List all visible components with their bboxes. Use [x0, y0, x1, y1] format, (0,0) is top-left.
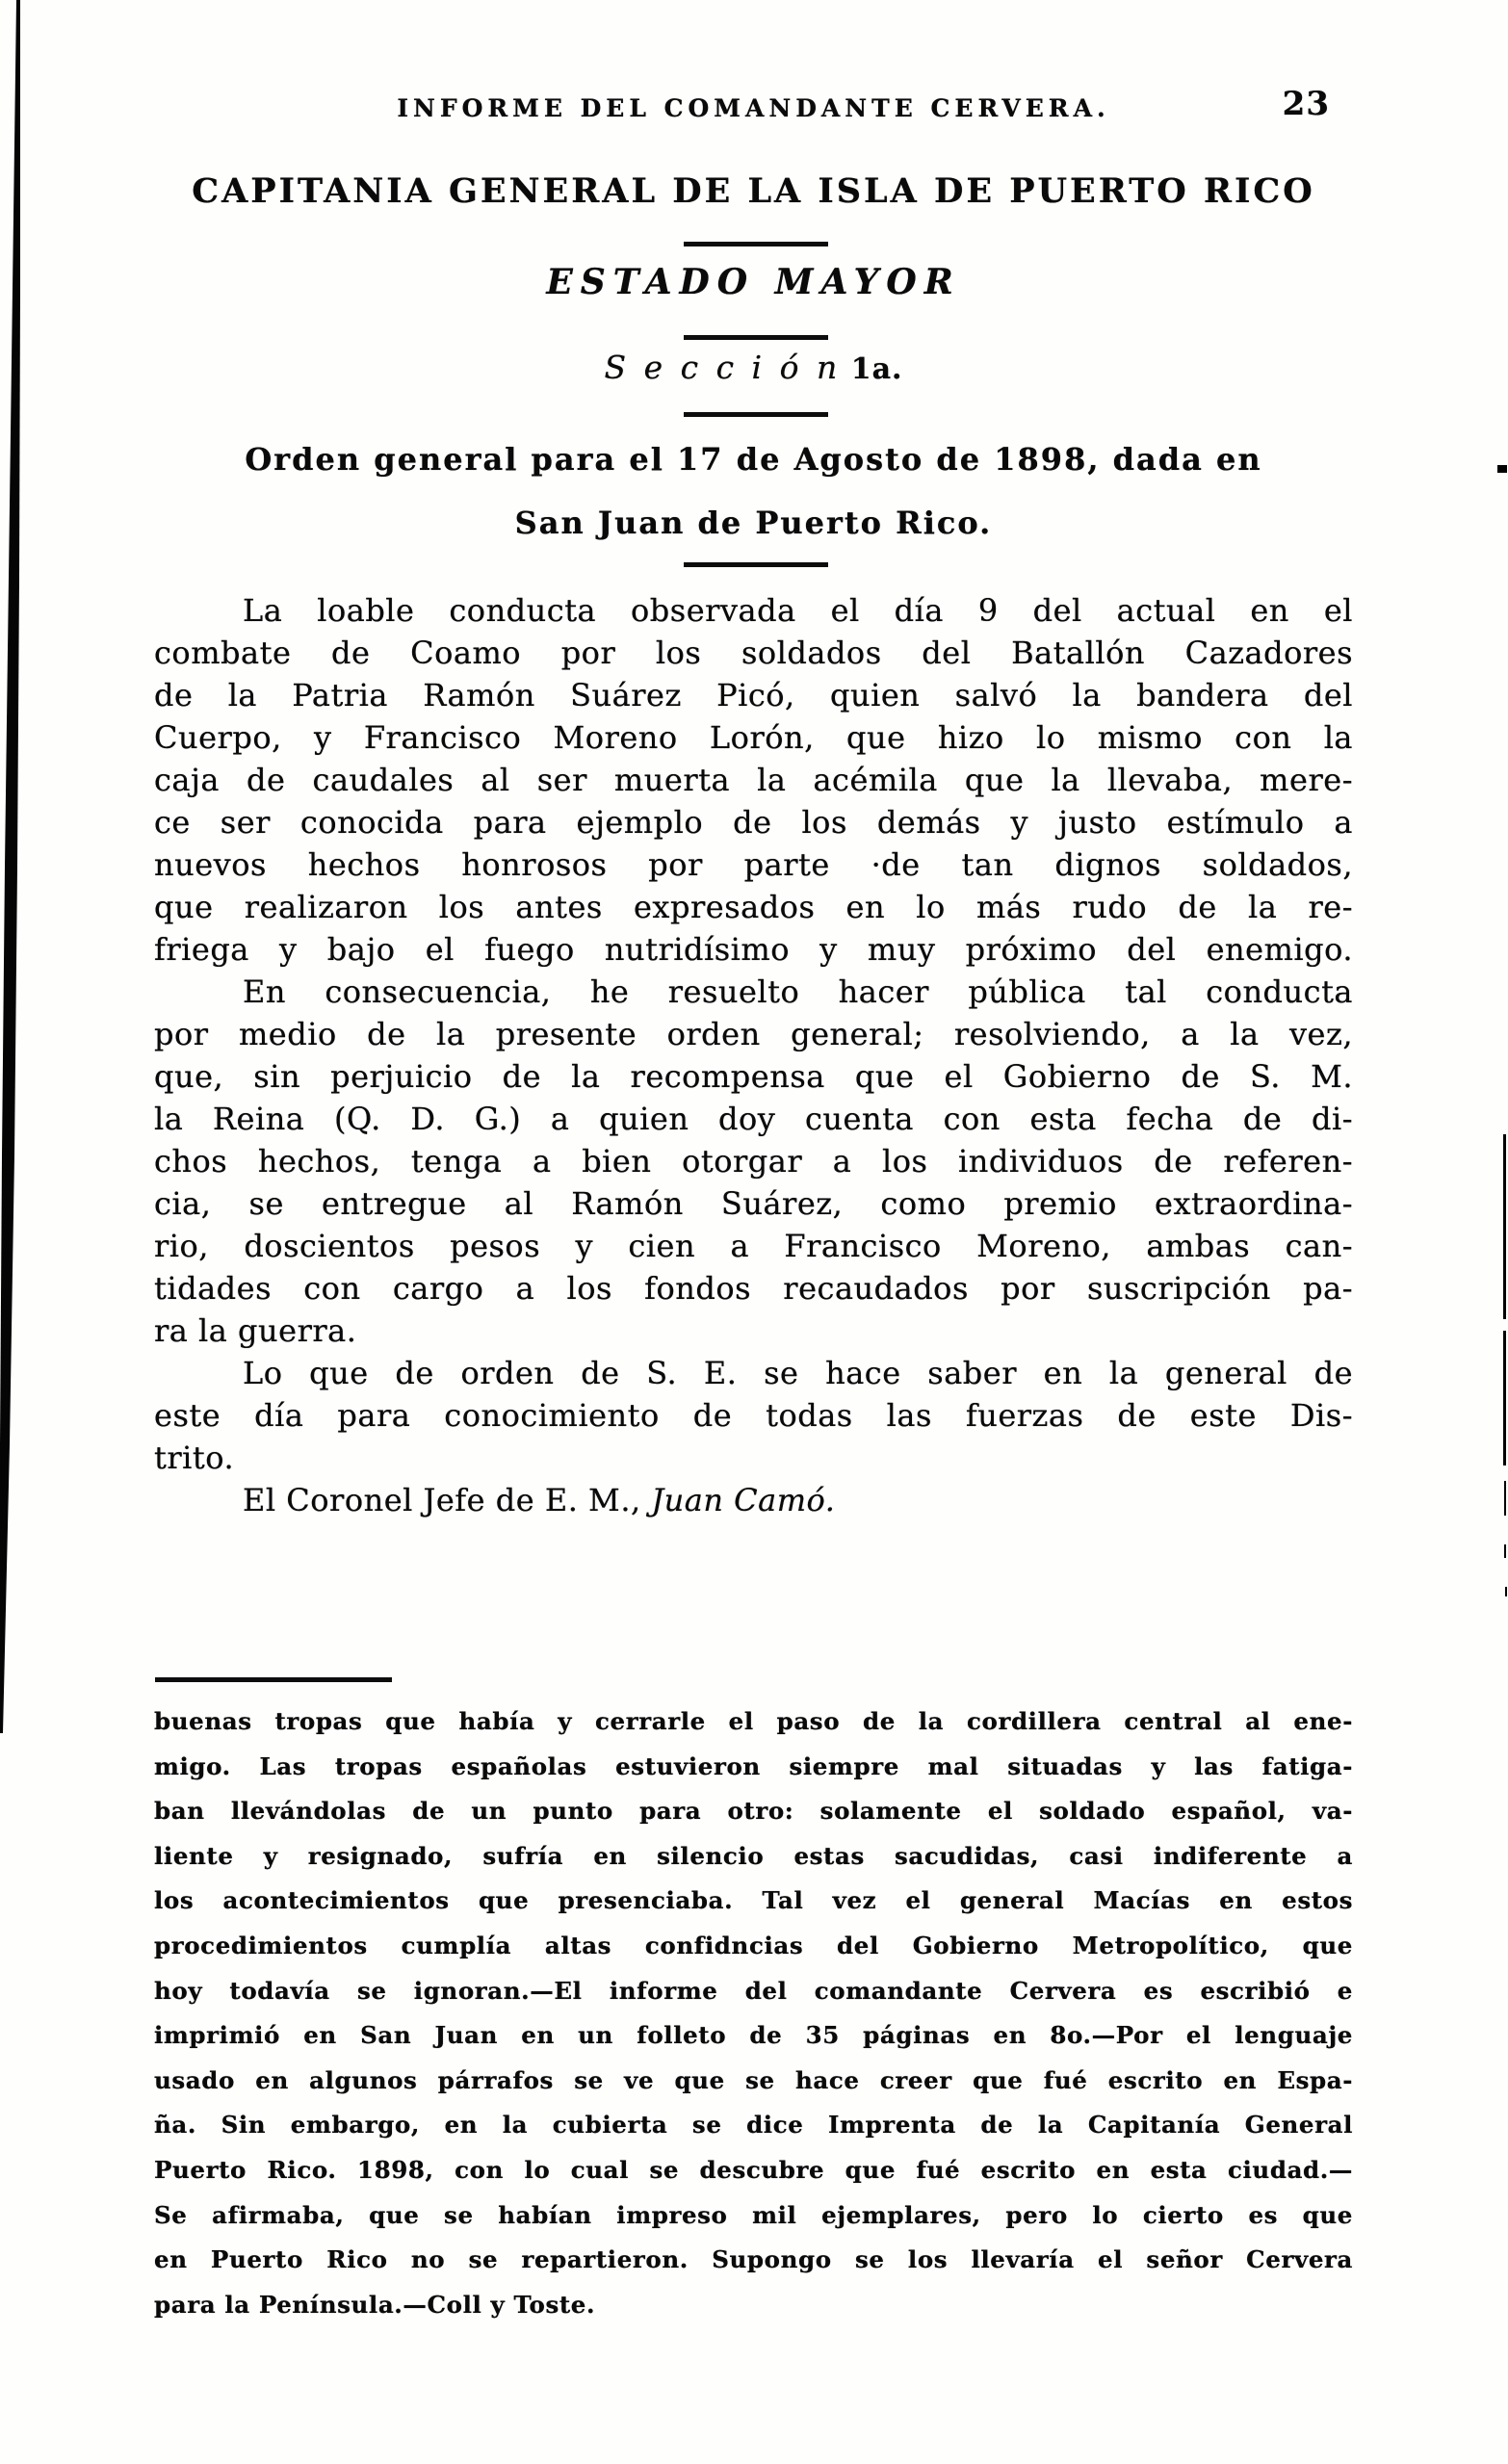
scan-gutter-bar [0, 0, 29, 1752]
text-line: caja de caudales al ser muerta la acémila que la llevaba, mere- [154, 762, 1353, 798]
scan-speck [1497, 465, 1507, 473]
body-text [154, 589, 1353, 1521]
order-heading-line-1: Orden general para el 17 de Agosto de 1898, dada en [245, 441, 1262, 478]
section-rule [684, 412, 828, 417]
scan-edge-line [1503, 1331, 1506, 1465]
order-heading-line-2: San Juan de Puerto Rico. [514, 505, 993, 541]
text-line: ña. Sin embargo, en la cubierta se dice Imprenta de la Capitanía General [154, 2111, 1353, 2140]
text-line: este día para conocimiento de todas las fuerzas de este Dis- [154, 1397, 1353, 1434]
text-line: buenas tropas que había y cerrarle el paso de la cordillera central al ene- [154, 1707, 1353, 1735]
order-rule [684, 562, 828, 567]
text-line: La loable conducta observada el día 9 del actual en el [243, 592, 1353, 629]
text-line: los acontecimientos que presenciaba. Tal vez el general Macías en estos [154, 1886, 1353, 1915]
scan-edge-line [1503, 1134, 1506, 1319]
text-line: migo. Las tropas españolas estuvieron siempre mal situadas y las fatiga- [154, 1751, 1353, 1780]
section-heading [154, 349, 1353, 386]
text-line: En consecuencia, he resuelto hacer pública tal conducta [243, 973, 1353, 1010]
footnote-separator [155, 1677, 392, 1682]
text-line: en Puerto Rico no se repartieron. Supongo se los llevaría el señor Cervera [154, 2245, 1353, 2274]
text-line: Cuerpo, y Francisco Moreno Lorón, que hizo lo mismo con la [154, 719, 1353, 756]
section-label: S e c c i ó n [604, 349, 842, 386]
text-line: imprimió en San Juan en un folleto de 35 páginas en 8o.—Por el lenguaje [154, 2021, 1353, 2050]
text-line: Lo que de orden de S. E. se hace saber en la general de [243, 1355, 1353, 1391]
text-line: para la Península.—Coll y Toste. [154, 2290, 596, 2319]
paragraph-2 [154, 971, 1353, 1352]
text-line: ban llevándolas de un punto para otro: solamente el soldado español, va- [154, 1797, 1353, 1826]
text-line: que realizaron los antes expresados en lo más rudo de la re- [154, 889, 1353, 925]
text-line: cia, se entregue al Ramón Suárez, como premio extraordina- [154, 1185, 1353, 1222]
paragraph-1 [154, 589, 1353, 971]
text-line: nuevos hechos honrosos por parte ·de tan dignos soldados, [154, 846, 1353, 883]
text-line: ce ser conocida para ejemplo de los demás y justo estímulo a [154, 804, 1353, 841]
text-line: liente y resignado, sufría en silencio estas sacudidas, casi indiferente a [154, 1841, 1353, 1870]
text-line: la Reina (Q. D. G.) a quien doy cuenta con esta fecha de di- [154, 1101, 1353, 1137]
text-line: Se afirmaba, que se habían impreso mil ejemplares, pero lo cierto es que [154, 2200, 1353, 2229]
scan-edge-dash [1504, 1544, 1506, 1558]
running-title: INFORME DEL COMANDANTE CERVERA. [397, 94, 1110, 122]
title-rule [684, 242, 828, 246]
scan-edge-line [1504, 1481, 1506, 1516]
paragraph-3 [154, 1352, 1353, 1479]
signature-prefix: El Coronel Jefe de E. M., [243, 1482, 652, 1518]
text-line: ra la guerra. [154, 1312, 357, 1349]
text-line: usado en algunos párrafos se ve que se hace creer que fué escrito en Espa- [154, 2065, 1353, 2094]
text-line: friega y bajo el fuego nutridísimo y muy próximo del enemigo. [154, 931, 1353, 968]
page-number: 23 [1282, 85, 1330, 123]
text-line: trito. [154, 1439, 235, 1476]
text-line: que, sin perjuicio de la recompensa que el Gobierno de S. M. [154, 1058, 1353, 1095]
text-line: combate de Coamo por los soldados del Batallón Cazadores [154, 635, 1353, 671]
signature-name: Juan Camó. [651, 1482, 836, 1518]
text-line: procedimientos cumplía altas confidncias del Gobierno Metropolítico, que [154, 1931, 1353, 1959]
scan-edge-dash [1505, 1587, 1507, 1596]
text-line: de la Patria Ramón Suárez Picó, quien salvó la bandera del [154, 677, 1353, 713]
text-line: chos hechos, tenga a bien otorgar a los individuos de referen- [154, 1143, 1353, 1180]
text-line: tidades con cargo a los fondos recaudados por suscripción pa- [154, 1270, 1353, 1307]
signature-line [154, 1479, 1353, 1521]
text-line: hoy todavía se ignoran.—El informe del comandante Cervera es escribió e [154, 1976, 1353, 2005]
section-number: 1a. [850, 352, 903, 386]
document-subtitle: ESTADO MAYOR [546, 262, 961, 302]
text-line: Puerto Rico. 1898, con lo cual se descubre que fué escrito en esta ciudad.— [154, 2155, 1353, 2184]
text-line: rio, doscientos pesos y cien a Francisco Moreno, ambas can- [154, 1228, 1353, 1264]
footnote-text [154, 1699, 1353, 2327]
running-header [154, 85, 1353, 123]
document-title: CAPITANIA GENERAL DE LA ISLA DE PUERTO RICO [192, 171, 1315, 211]
text-line: por medio de la presente orden general; resolviendo, a la vez, [154, 1016, 1353, 1052]
subtitle-rule [684, 335, 828, 340]
